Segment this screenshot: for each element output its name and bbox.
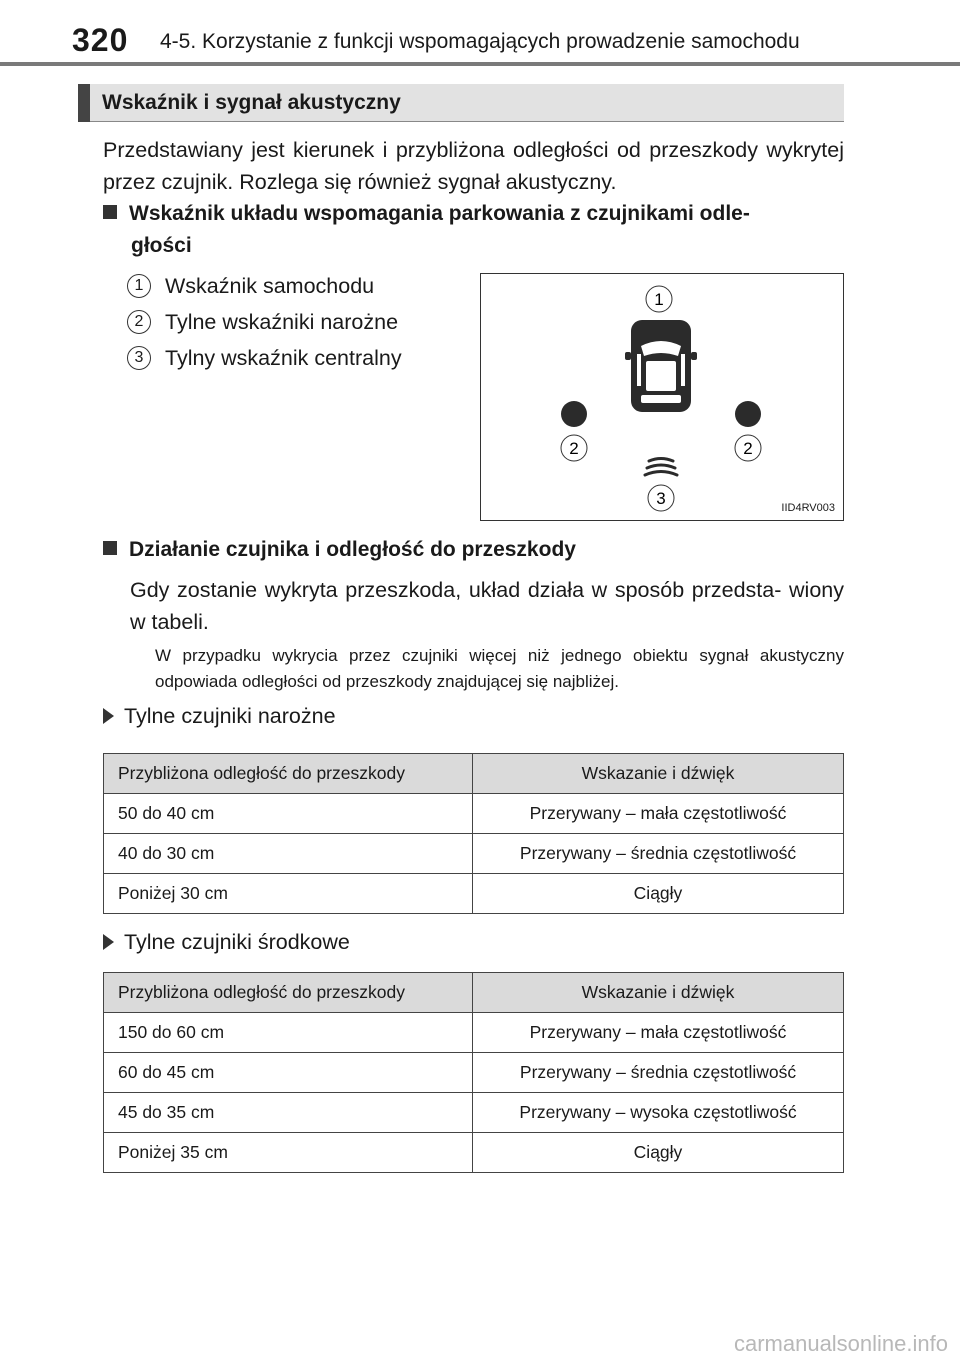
number-circle-icon: 2 bbox=[127, 310, 151, 334]
parking-sensor-figure bbox=[480, 273, 844, 521]
distance-cell: 60 do 45 cm bbox=[104, 1053, 473, 1093]
legend-text: Wskaźnik samochodu bbox=[165, 273, 375, 298]
label-corner-left bbox=[561, 435, 587, 461]
column-header: Wskazanie i dźwięk bbox=[473, 754, 844, 794]
legend-item bbox=[127, 268, 402, 304]
indication-cell: Przerywany – średnia częstotliwość bbox=[473, 1053, 844, 1093]
square-bullet-icon bbox=[103, 205, 117, 219]
label-corner-right bbox=[735, 435, 761, 461]
legend-text: Tylny wskaźnik centralny bbox=[165, 345, 402, 370]
section-rule bbox=[90, 121, 844, 122]
legend-item bbox=[127, 304, 402, 340]
indication-cell: Ciągły bbox=[473, 1133, 844, 1173]
column-header: Wskazanie i dźwięk bbox=[473, 973, 844, 1013]
distance-cell: Poniżej 35 cm bbox=[104, 1133, 473, 1173]
column-header: Przybliżona odległość do przeszkody bbox=[104, 973, 473, 1013]
svg-text:2: 2 bbox=[743, 439, 753, 458]
triangle-bullet-icon bbox=[103, 934, 114, 950]
label-vehicle bbox=[646, 286, 672, 312]
subsection-heading-line1: Wskaźnik układu wspomagania parkowania z czujnikami odle- bbox=[129, 202, 750, 225]
table-row bbox=[104, 1013, 844, 1053]
number-circle-icon: 3 bbox=[127, 346, 151, 370]
indication-cell: Przerywany – mała częstotliwość bbox=[473, 794, 844, 834]
table-row bbox=[104, 794, 844, 834]
page-header bbox=[0, 0, 960, 70]
intro-paragraph: Przedstawiany jest kierunek i przybliżona odległości od przeszkody wykrytej przez czujnik. Rozlega się również sygnał akustyczny. bbox=[103, 138, 844, 194]
corner-left-indicator bbox=[561, 401, 587, 427]
triangle-bullet-icon bbox=[103, 708, 114, 724]
svg-text:3: 3 bbox=[656, 489, 666, 508]
chapter-title: 4-5. Korzystanie z funkcji wspomagających prowadzenie samochodu bbox=[160, 30, 800, 53]
indication-cell: Przerywany – średnia częstotliwość bbox=[473, 834, 844, 874]
square-bullet-icon bbox=[103, 541, 117, 555]
table-row bbox=[104, 1053, 844, 1093]
operation-paragraph: Gdy zostanie wykryta przeszkoda, układ działa w sposób przedsta- wiony w tabeli. bbox=[130, 578, 844, 634]
table-row bbox=[104, 1133, 844, 1173]
column-header: Przybliżona odległość do przeszkody bbox=[104, 754, 473, 794]
subsection-heading-operation bbox=[103, 534, 844, 566]
corner-sensors-table bbox=[103, 753, 844, 914]
distance-cell: 45 do 35 cm bbox=[104, 1093, 473, 1133]
subsection-heading-text: Działanie czujnika i odległość do przeszkody bbox=[129, 538, 576, 561]
subsection-heading-indicator bbox=[103, 198, 844, 262]
table-header-row bbox=[104, 973, 844, 1013]
table-row bbox=[104, 834, 844, 874]
page-number: 320 bbox=[72, 22, 129, 58]
indication-cell: Ciągły bbox=[473, 874, 844, 914]
svg-text:2: 2 bbox=[569, 439, 579, 458]
section-title-bar bbox=[78, 84, 844, 122]
distance-cell: Poniżej 30 cm bbox=[104, 874, 473, 914]
legend-item bbox=[127, 340, 402, 376]
figure-code: IID4RV003 bbox=[781, 502, 835, 514]
header-rule bbox=[0, 62, 960, 66]
distance-cell: 50 do 40 cm bbox=[104, 794, 473, 834]
number-circle-icon: 1 bbox=[127, 274, 151, 298]
distance-cell: 150 do 60 cm bbox=[104, 1013, 473, 1053]
svg-text:1: 1 bbox=[654, 290, 664, 309]
sensor-diagram bbox=[481, 274, 845, 522]
section-title: Wskaźnik i sygnał akustyczny bbox=[102, 91, 401, 114]
label-center bbox=[648, 485, 674, 511]
center-sensors-table bbox=[103, 972, 844, 1173]
indication-cell: Przerywany – mała częstotliwość bbox=[473, 1013, 844, 1053]
watermark: carmanualsonline.info bbox=[733, 1331, 948, 1356]
center-sound-wave-icon bbox=[645, 459, 677, 476]
note-paragraph: W przypadku wykrycia przez czujniki więcej niż jednego obiektu sygnał akustyczny odpowiada odległości od przeszkody znajdującej się najbliżej. bbox=[155, 646, 844, 691]
legend-text: Tylne wskaźniki narożne bbox=[165, 309, 399, 334]
table-header-row bbox=[104, 754, 844, 794]
legend-list bbox=[127, 268, 402, 376]
corner-sensors-heading bbox=[103, 704, 336, 729]
corner-right-indicator bbox=[735, 401, 761, 427]
section-accent bbox=[78, 84, 90, 122]
center-sensors-heading bbox=[103, 930, 350, 955]
subsection-heading-line2: głości bbox=[131, 234, 192, 257]
car-icon bbox=[625, 320, 697, 412]
corner-sensors-heading-text: Tylne czujniki narożne bbox=[124, 704, 336, 728]
distance-cell: 40 do 30 cm bbox=[104, 834, 473, 874]
table-row bbox=[104, 1093, 844, 1133]
indication-cell: Przerywany – wysoka częstotliwość bbox=[473, 1093, 844, 1133]
center-sensors-heading-text: Tylne czujniki środkowe bbox=[124, 930, 350, 954]
table-row bbox=[104, 874, 844, 914]
